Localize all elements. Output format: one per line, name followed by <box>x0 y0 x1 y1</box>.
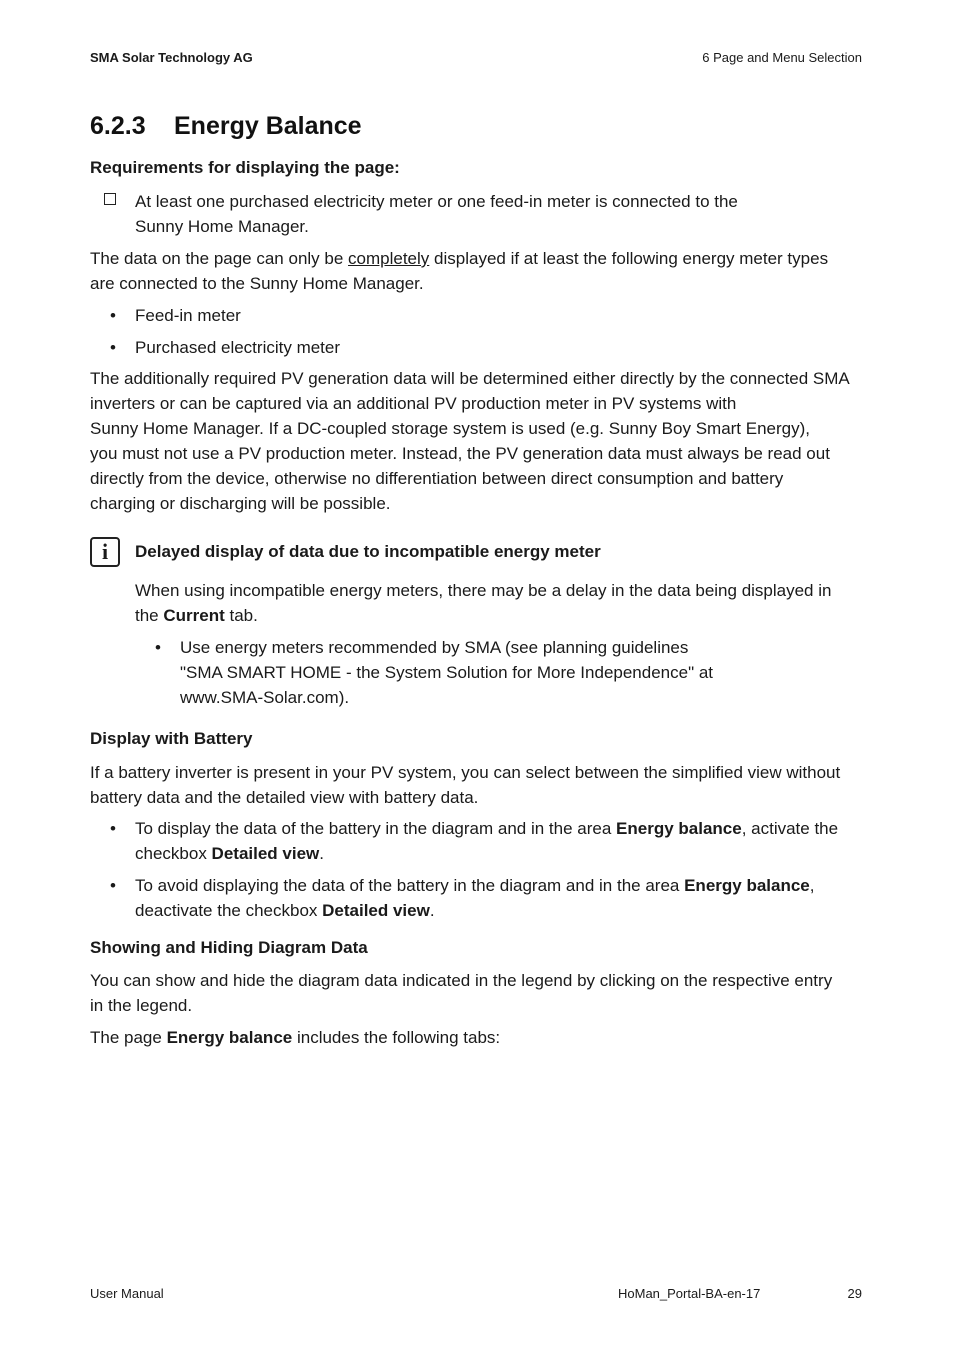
diagram-paragraph <box>90 968 862 1018</box>
meter-type-item: Feed-in meter <box>135 306 241 325</box>
bullet-text: , activate the <box>741 819 839 838</box>
tabs-text: includes the following tabs: <box>292 1028 501 1047</box>
bullet-bold: Energy balance <box>684 876 810 895</box>
tabs-intro <box>90 1025 862 1050</box>
diagram-heading: Showing and Hiding Diagram Data <box>90 938 368 957</box>
page-number: 29 <box>847 1286 862 1301</box>
checkbox-icon <box>104 193 116 205</box>
para2-line: charging or discharging will be possible. <box>90 494 391 513</box>
battery-line-1: If a battery inverter is present in your PV system, you can select between the simplified view without <box>90 763 841 782</box>
info-bullet <box>180 635 713 710</box>
bullet-icon: • <box>155 638 161 657</box>
diagram-line-2: in the legend. <box>90 996 193 1015</box>
bullet-icon: • <box>110 338 116 357</box>
info-bullet-line: www.SMA-Solar.com). <box>180 688 350 707</box>
info-current-tab: Current <box>163 606 225 625</box>
meter-type-item: Purchased electricity meter <box>135 338 341 357</box>
info-line-2b: tab. <box>224 606 258 625</box>
battery-bullet-activate <box>135 816 875 866</box>
info-text <box>135 578 862 628</box>
para1-text-a: The data on the page can only be <box>90 249 349 268</box>
para2-line: The additionally required PV generation data will be determined either directly by the connected SMA <box>90 369 850 388</box>
footer-left: User Manual <box>90 1286 164 1301</box>
tabs-text: The page <box>90 1028 167 1047</box>
bullet-text: . <box>319 844 324 863</box>
bullet-text: . <box>429 901 435 920</box>
battery-bullet-deactivate <box>135 873 875 923</box>
battery-paragraph <box>90 760 862 810</box>
info-heading: Delayed display of data due to incompatible energy meter <box>135 542 601 561</box>
requirement-item <box>135 189 738 239</box>
bullet-text: deactivate the checkbox <box>135 901 323 920</box>
battery-heading: Display with Battery <box>90 729 253 748</box>
bullet-bold: Energy balance <box>616 819 742 838</box>
requirement-line-2: Sunny Home Manager. <box>135 217 309 236</box>
info-bullet-line: Use energy meters recommended by SMA (see planning guidelines <box>180 638 689 657</box>
bullet-icon: • <box>110 819 116 838</box>
bullet-icon: • <box>110 876 116 895</box>
battery-line-2: battery data and the detailed view with battery data. <box>90 788 479 807</box>
section-title-text: Energy Balance <box>174 112 362 140</box>
bullet-bold: Detailed view <box>211 844 320 863</box>
para2-line: Sunny Home Manager. If a DC-coupled storage system is used (e.g. Sunny Boy Smart Energy), <box>90 419 811 438</box>
diagram-line-1: You can show and hide the diagram data indicated in the legend by clicking on the respective entry <box>90 971 833 990</box>
meter-paragraph <box>90 246 862 296</box>
info-bullet-line: "SMA SMART HOME - the System Solution for More Independence" at <box>180 663 714 682</box>
para1-underlined: completely <box>348 249 430 268</box>
header-company: SMA Solar Technology AG <box>90 50 253 65</box>
bullet-icon: • <box>110 306 116 325</box>
section-title <box>90 112 362 141</box>
section-number: 6.2.3 <box>90 112 146 140</box>
header-chapter: 6 Page and Menu Selection <box>702 50 862 65</box>
bullet-bold: Detailed view <box>322 901 430 920</box>
para1-line-2: are connected to the Sunny Home Manager. <box>90 274 424 293</box>
bullet-text: checkbox <box>135 844 212 863</box>
tabs-bold: Energy balance <box>166 1028 293 1047</box>
para2-line: directly from the device, otherwise no differentiation between direct consumption and battery <box>90 469 784 488</box>
pv-generation-paragraph <box>90 366 862 516</box>
requirement-line-1: At least one purchased electricity meter or one feed-in meter is connected to the <box>135 192 738 211</box>
footer-doc-id: HoMan_Portal-BA-en-17 <box>618 1286 761 1301</box>
info-line-2a: the <box>135 606 164 625</box>
bullet-text: , <box>809 876 815 895</box>
requirements-heading: Requirements for displaying the page: <box>90 158 400 177</box>
para1-text-b: displayed if at least the following energy meter types <box>429 249 829 268</box>
info-icon: i <box>90 537 120 567</box>
info-line-1: When using incompatible energy meters, there may be a delay in the data being displayed in <box>135 581 832 600</box>
bullet-text: To display the data of the battery in the diagram and in the area <box>135 819 617 838</box>
para2-line: inverters or can be captured via an additional PV production meter in PV systems with <box>90 394 737 413</box>
para2-line: you must not use a PV production meter. Instead, the PV generation data must always be read out <box>90 444 830 463</box>
bullet-text: To avoid displaying the data of the battery in the diagram and in the area <box>135 876 685 895</box>
